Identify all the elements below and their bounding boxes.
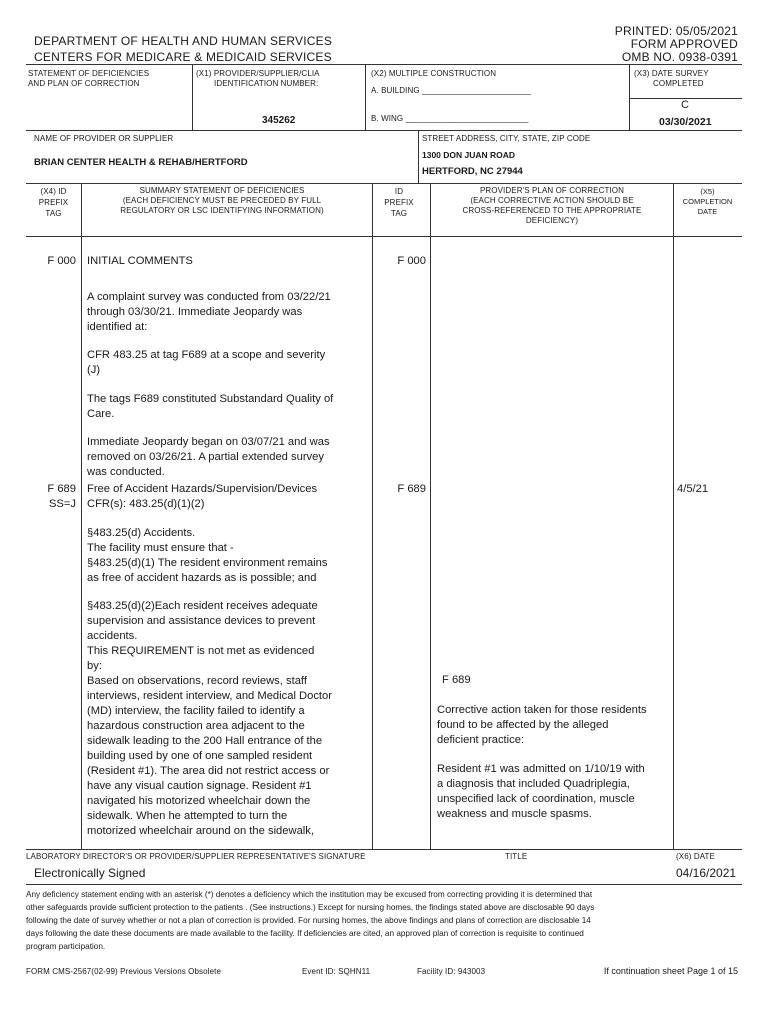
deficiency-title: Free of Accident Hazards/Supervision/Devices: [87, 483, 318, 495]
paragraph: The tags F689 constituted Substandard Quality of Care.: [87, 393, 334, 420]
statement-label: STATEMENT OF DEFICIENCIES: [28, 69, 150, 78]
disclosure-footnote: Any deficiency statement ending with an asterisk (*) denotes a deficiency which the institution may be excused from correcting providing it is determined that other safeguards provide sufficient protection to the patients . (See instructions.) Except for nursing homes, the findings stated above are disclosable 90 days following the date of survey whether or not a plan of correction is provided. For nursing homes, the above findings and plans of correction are disclosable 14 days following the date these documents are made available to the facility. If deficiencies are cited, an approved plan of correction is requisite to continued program participation.: [26, 890, 595, 951]
tag-prefix: F 689: [47, 483, 76, 495]
rule: [81, 183, 82, 849]
x2-label: (X2) MULTIPLE CONSTRUCTION: [371, 69, 497, 78]
printed-date: PRINTED: 05/05/2021: [614, 24, 738, 38]
x5-header: COMPLETION: [682, 197, 733, 206]
form-approved: FORM APPROVED: [630, 37, 738, 51]
rule: [26, 130, 742, 131]
rule: [629, 64, 630, 130]
paragraph: Immediate Jeopardy began on 03/07/21 and was removed on 03/26/21. A partial extended survey was conducted.: [87, 436, 330, 478]
building-field: A. BUILDING ________________________: [371, 86, 532, 95]
rule: [372, 183, 373, 849]
facility-id: Facility ID: 943003: [417, 967, 486, 976]
event-id: Event ID: SQHN11: [302, 967, 371, 976]
rule: [26, 64, 742, 65]
rule: [26, 849, 742, 850]
x4-header: TAG: [45, 209, 62, 218]
electronic-signature: Electronically Signed: [34, 866, 146, 880]
plan-header: (EACH CORRECTIVE ACTION SHOULD BE: [470, 196, 634, 205]
survey-completed-date: 03/30/2021: [659, 116, 712, 128]
scope-severity: SS=J: [48, 498, 76, 510]
id-header: PREFIX: [384, 198, 414, 207]
signature-label: LABORATORY DIRECTOR'S OR PROVIDER/SUPPLIER REPRESENTATIVE'S SIGNATURE: [26, 852, 366, 861]
address-label: STREET ADDRESS, CITY, STATE, ZIP CODE: [422, 134, 591, 143]
x5-header: DATE: [697, 207, 718, 216]
tag-prefix: F 689: [397, 483, 426, 495]
paragraph: §483.25(d) Accidents. The facility must ensure that - §483.25(d)(1) The resident environment remains as free of accident hazards as is possible; and: [87, 527, 328, 584]
paragraph: CFR 483.25 at tag F689 at a scope and severity (J): [87, 349, 326, 376]
plan-paragraph: Corrective action taken for those residents found to be affected by the alleged deficient practice:: [437, 704, 647, 746]
x3-label: (X3) DATE SURVEY: [634, 69, 709, 78]
x1-label: IDENTIFICATION NUMBER:: [214, 79, 319, 88]
id-header: ID: [394, 187, 404, 196]
provider-id-number: 345262: [262, 115, 296, 126]
rule: [192, 64, 193, 130]
x5-header: (X5): [700, 187, 715, 196]
survey-code: C: [681, 99, 689, 111]
summary-header: REGULATORY OR LSC IDENTIFYING INFORMATION): [120, 206, 324, 215]
rule: [26, 183, 742, 184]
rule: [365, 64, 366, 130]
deficiency-cfr: CFR(s): 483.25(d)(1)(2): [87, 498, 205, 510]
city-state-zip: HERTFORD, NC 27944: [422, 166, 523, 177]
provider-name: BRIAN CENTER HEALTH & REHAB/HERTFORD: [34, 157, 248, 168]
plan-paragraph: Resident #1 was admitted on 1/10/19 with a diagnosis that included Quadriplegia, unspecified lack of coordination, muscle weakness and muscle spasms.: [437, 763, 645, 820]
paragraph: A complaint survey was conducted from 03/22/21 through 03/30/21. Immediate Jeopardy was identified at:: [87, 291, 331, 333]
id-header: TAG: [390, 209, 408, 218]
wing-field: B. WING ___________________________: [371, 114, 529, 123]
x4-header: (X4) ID: [40, 187, 67, 196]
rule: [418, 130, 419, 183]
tag-prefix: F 000: [47, 255, 76, 267]
centers-title: CENTERS FOR MEDICARE & MEDICAID SERVICES: [34, 50, 332, 64]
summary-header: (EACH DEFICIENCY MUST BE PRECEDED BY FULL: [122, 196, 322, 205]
completion-date: 4/5/21: [677, 483, 709, 495]
statement-label: AND PLAN OF CORRECTION: [28, 79, 140, 88]
plan-header: PROVIDER'S PLAN OF CORRECTION: [479, 186, 624, 195]
signature-date: 04/16/2021: [676, 866, 737, 880]
x1-label: (X1) PROVIDER/SUPPLIER/CLIA: [196, 69, 320, 78]
section-heading: INITIAL COMMENTS: [87, 255, 193, 267]
omb-number: OMB NO. 0938-0391: [621, 50, 738, 64]
plan-tag: F 689: [442, 674, 471, 686]
title-label: TITLE: [505, 852, 528, 861]
page-indicator: If continuation sheet Page 1 of 15: [603, 966, 738, 976]
plan-header: CROSS-REFERENCED TO THE APPROPRIATE: [462, 206, 642, 215]
rule: [430, 183, 431, 849]
tag-prefix: F 000: [397, 255, 426, 267]
rule: [26, 884, 742, 885]
paragraph: §483.25(d)(2)Each resident receives adequate supervision and assistance devices to prevent accidents. This REQUIREMENT is not met as evidenced by: Based on observations, record reviews, staff interviews, resident interview, and Medical Doctor (MD) interview, the facility failed to identify a hazardous construction area adjacent to the sidewalk leading to the 200 Hall entrance of the building used by one of one sampled resident (Resident #1). The area did not restrict access or have any visual caution signage. Resident #1 navigated his motorized wheelchair down the sidewalk. When he attempted to turn the motorized wheelchair around on the sidewalk,: [87, 600, 332, 837]
summary-header: SUMMARY STATEMENT OF DEFICIENCIES: [139, 186, 305, 195]
department-title: DEPARTMENT OF HEALTH AND HUMAN SERVICES: [34, 34, 333, 48]
rule: [26, 236, 742, 237]
street-address: 1300 DON JUAN ROAD: [422, 150, 516, 160]
plan-header: DEFICIENCY): [525, 216, 579, 225]
date-label: (X6) DATE: [676, 852, 715, 861]
form-number: FORM CMS-2567(02-99) Previous Versions Obsolete: [26, 967, 221, 976]
provider-name-label: NAME OF PROVIDER OR SUPPLIER: [34, 134, 174, 143]
x3-label: COMPLETED: [653, 79, 704, 88]
rule: [673, 183, 674, 849]
x4-header: PREFIX: [38, 198, 69, 207]
